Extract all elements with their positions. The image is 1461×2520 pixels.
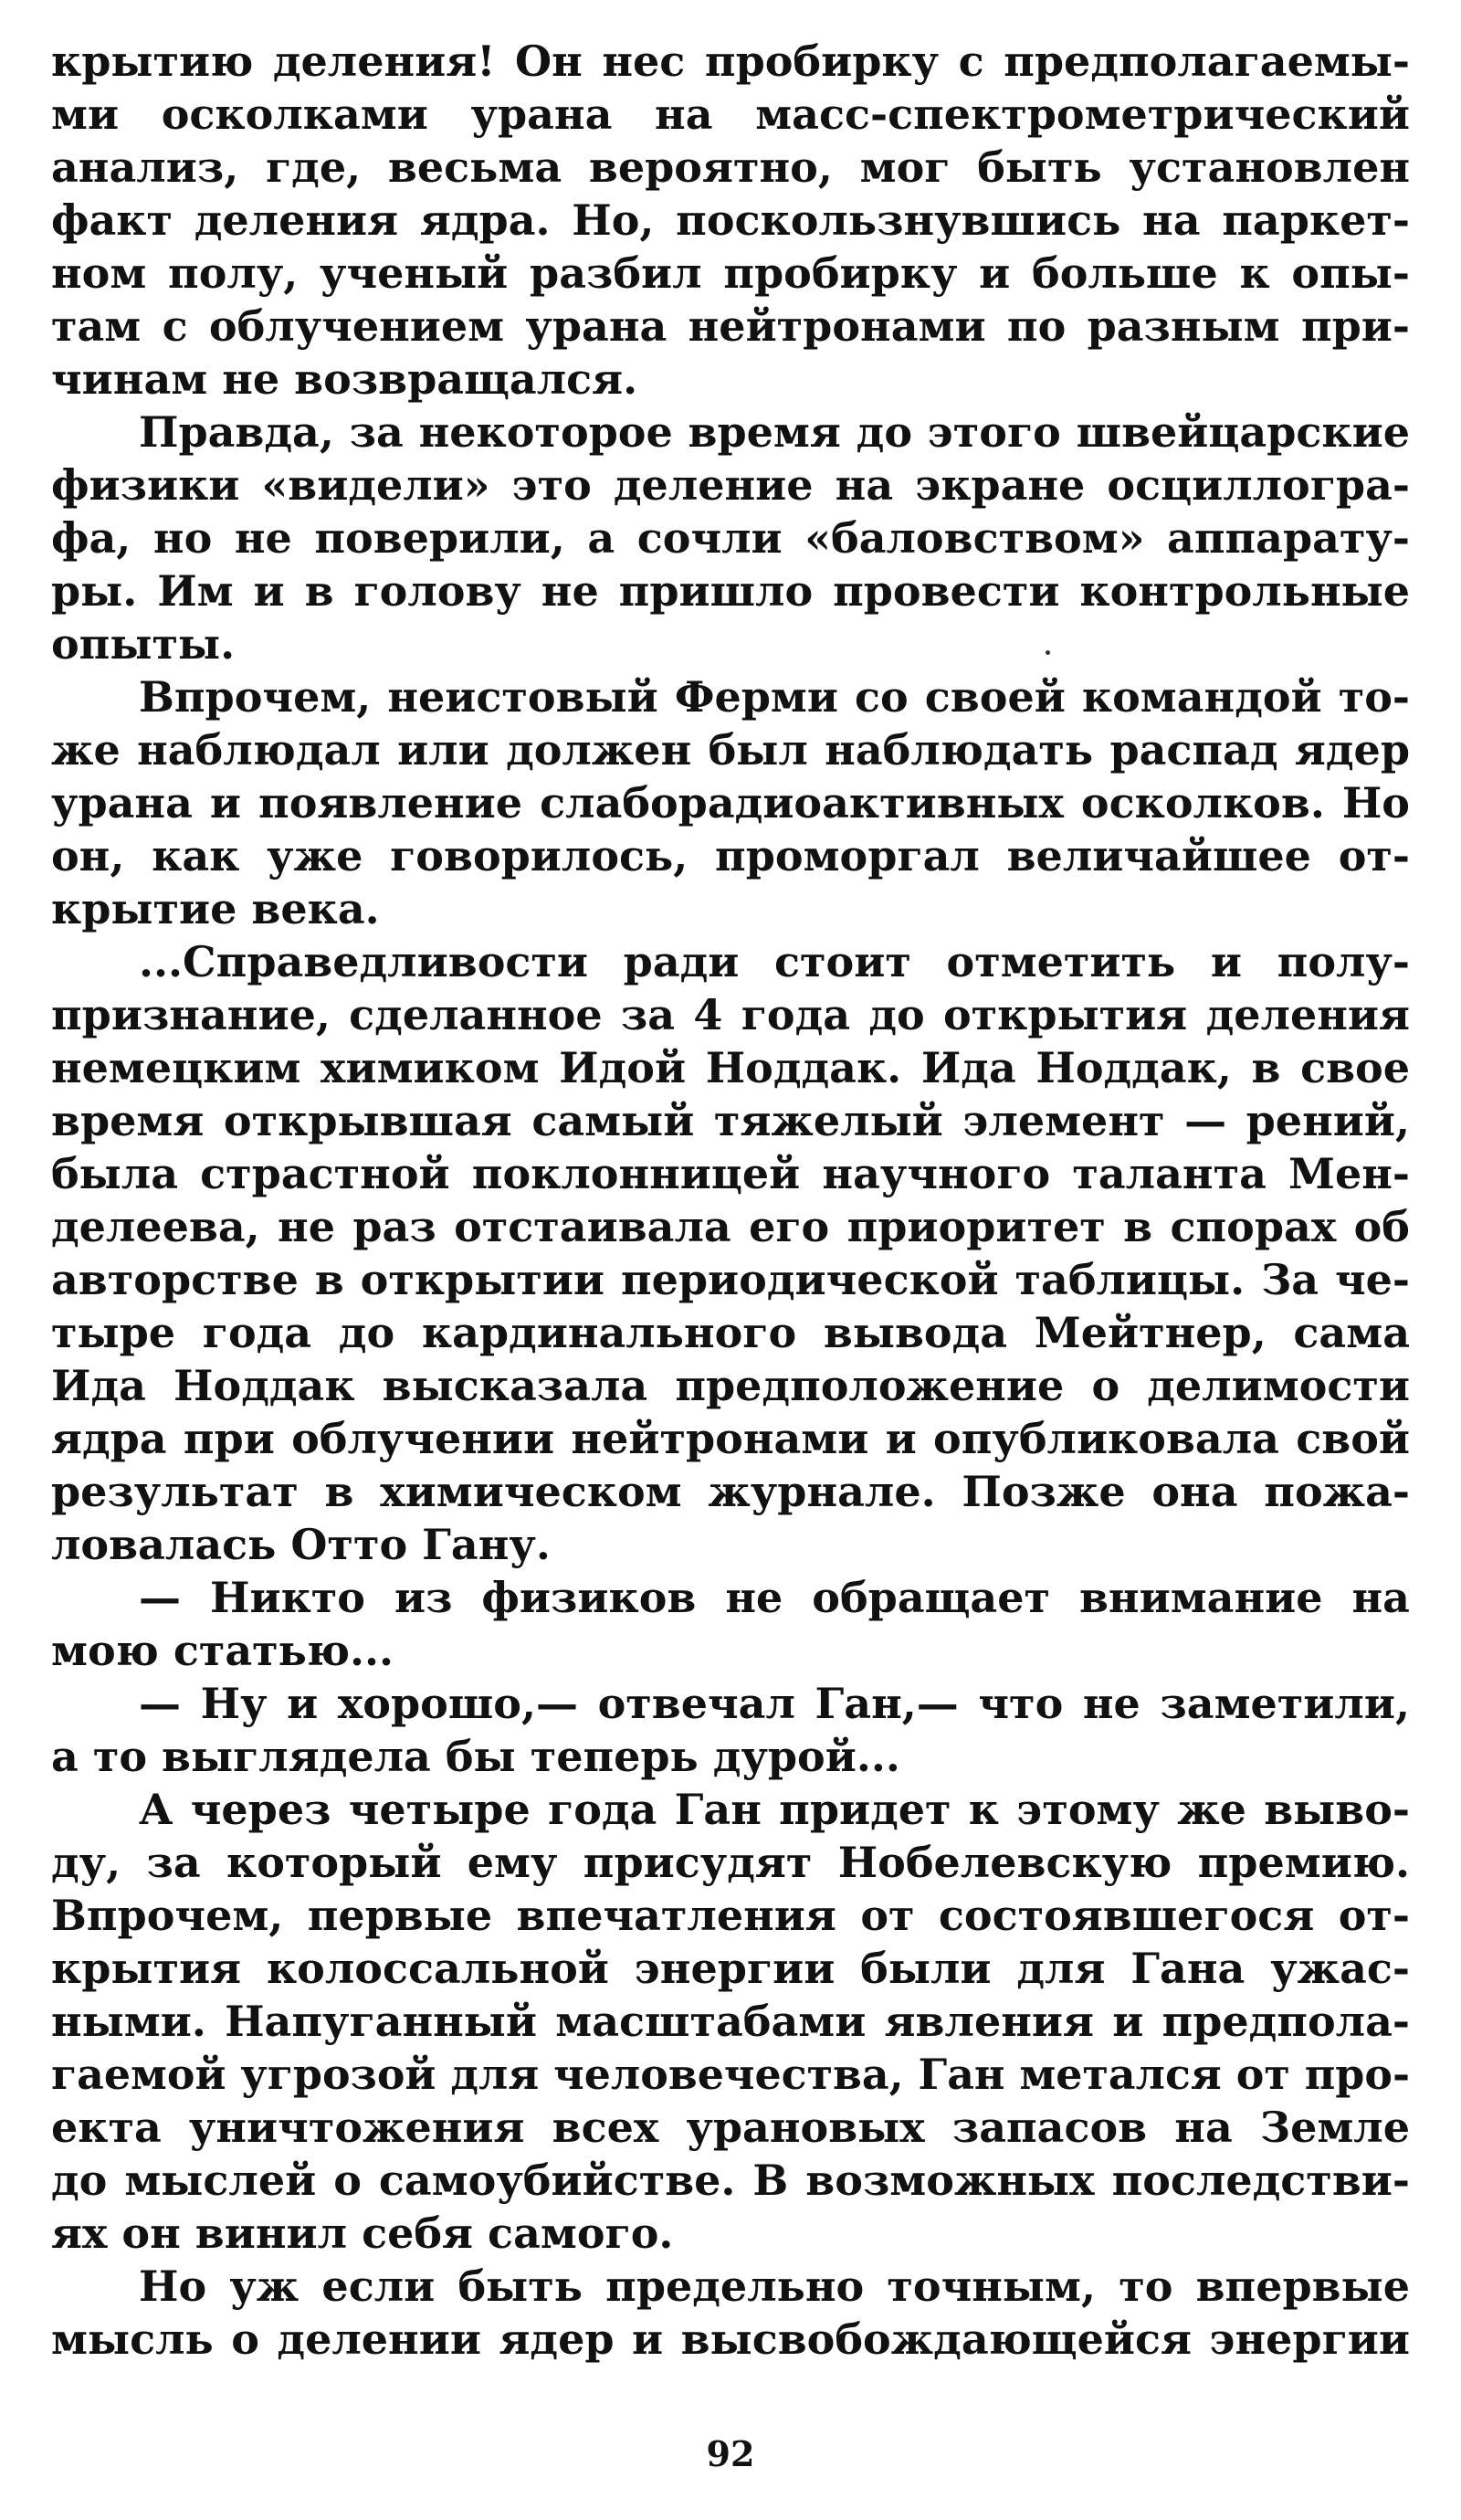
text-line: урана и появление слаборадиоактивных осколков. Но [51, 778, 1410, 828]
paragraph [51, 1783, 1410, 2260]
text-line: Впрочем, первые впечатления от состоявшегося от- [51, 1891, 1410, 1940]
text-line: же наблюдал или должен был наблюдать распад ядер [51, 725, 1410, 775]
text-line: Но уж если быть предельно точным, то впервые [139, 2262, 1410, 2311]
text-line: физики «видели» это деление на экране осциллогра- [51, 460, 1410, 510]
text-line: ях он винил себя самого. [51, 2209, 674, 2258]
print-speck [1046, 650, 1050, 655]
text-line: опыты. [51, 619, 236, 669]
text-line: до мыслей о самоубийстве. В возможных последстви- [51, 2156, 1410, 2205]
text-line: ми осколками урана на масс-спектрометрический [51, 90, 1410, 139]
paragraph [51, 670, 1410, 935]
text-line: мою статью... [51, 1626, 394, 1675]
text-line: мысль о делении ядер и высвобождающейся энергии [51, 2314, 1410, 2364]
text-line: ном полу, ученый разбил пробирку и больше к опы- [51, 248, 1410, 298]
paragraph [51, 1677, 1410, 1783]
text-line: Правда, за некоторое время до этого швейцарские [139, 407, 1410, 457]
text-line: гаемой угрозой для человечества, Ган метался от про- [51, 2050, 1411, 2099]
text-line: Ида Ноддак высказала предположение о делимости [51, 1361, 1410, 1410]
text-line: немецким химиком Идой Ноддак. Ида Ноддак, в свое [51, 1043, 1410, 1092]
text-line: ры. Им и в голову не пришло провести контрольные [51, 566, 1410, 616]
text-line: Впрочем, неистовый Ферми со своей командой то- [139, 672, 1410, 722]
paragraph [51, 1571, 1410, 1677]
text-line: анализ, где, весьма вероятно, мог быть установлен [51, 142, 1410, 192]
text-line: факт деления ядра. Но, поскользнувшись на паркет- [51, 195, 1410, 245]
text-line: результат в химическом журнале. Позже она пожа- [51, 1467, 1410, 1516]
text-line: ловалась Отто Гану. [51, 1520, 551, 1569]
paragraph [51, 406, 1410, 670]
text-line: он, как уже говорилось, проморгал величайшее от- [51, 831, 1410, 880]
text-line: — Никто из физиков не обращает внимание на [139, 1573, 1410, 1622]
text-line: фа, но не поверили, а сочли «баловством» аппарату- [51, 513, 1410, 563]
text-line: А через четыре года Ган придет к этому же выво- [139, 1785, 1410, 1834]
text-line: ...Справедливости ради стоит отметить и полу- [139, 937, 1410, 986]
paragraph [51, 2260, 1410, 2366]
paragraph [51, 35, 1410, 406]
paragraph [51, 935, 1410, 1571]
text-line: а то выглядела бы теперь дурой... [51, 1732, 900, 1781]
page-body [51, 35, 1410, 2366]
text-line: крытие века. [51, 884, 380, 933]
text-line: ядра при облучении нейтронами и опубликовала свой [51, 1414, 1410, 1463]
text-line: была страстной поклонницей научного таланта Мен- [51, 1149, 1410, 1198]
text-line: крытия колоссальной энергии были для Гана ужас- [51, 1944, 1410, 1993]
text-line: время открывшая самый тяжелый элемент — рений, [51, 1096, 1410, 1145]
text-line: признание, сделанное за 4 года до открытия деления [51, 990, 1410, 1039]
text-line: ными. Напуганный масштабами явления и предпола- [51, 1997, 1410, 2046]
text-line: — Ну и хорошо,— отвечал Ган,— что не заметили, [139, 1679, 1410, 1728]
text-line: чинам не возвращался. [51, 354, 638, 404]
text-line: тыре года до кардинального вывода Мейтнер, сама [51, 1308, 1410, 1357]
text-line: крытию деления! Он нес пробирку с предполагаемы- [51, 37, 1410, 86]
text-line: делеева, не раз отстаивала его приоритет в спорах об [51, 1202, 1410, 1251]
text-line: ду, за который ему присудят Нобелевскую премию. [51, 1838, 1410, 1887]
page-number: 92 [706, 2433, 755, 2474]
text-line: авторстве в открытии периодической таблицы. За че- [51, 1255, 1410, 1304]
text-line: екта уничтожения всех урановых запасов на Земле [51, 2103, 1410, 2152]
text-line: там с облучением урана нейтронами по разным при- [51, 301, 1410, 351]
